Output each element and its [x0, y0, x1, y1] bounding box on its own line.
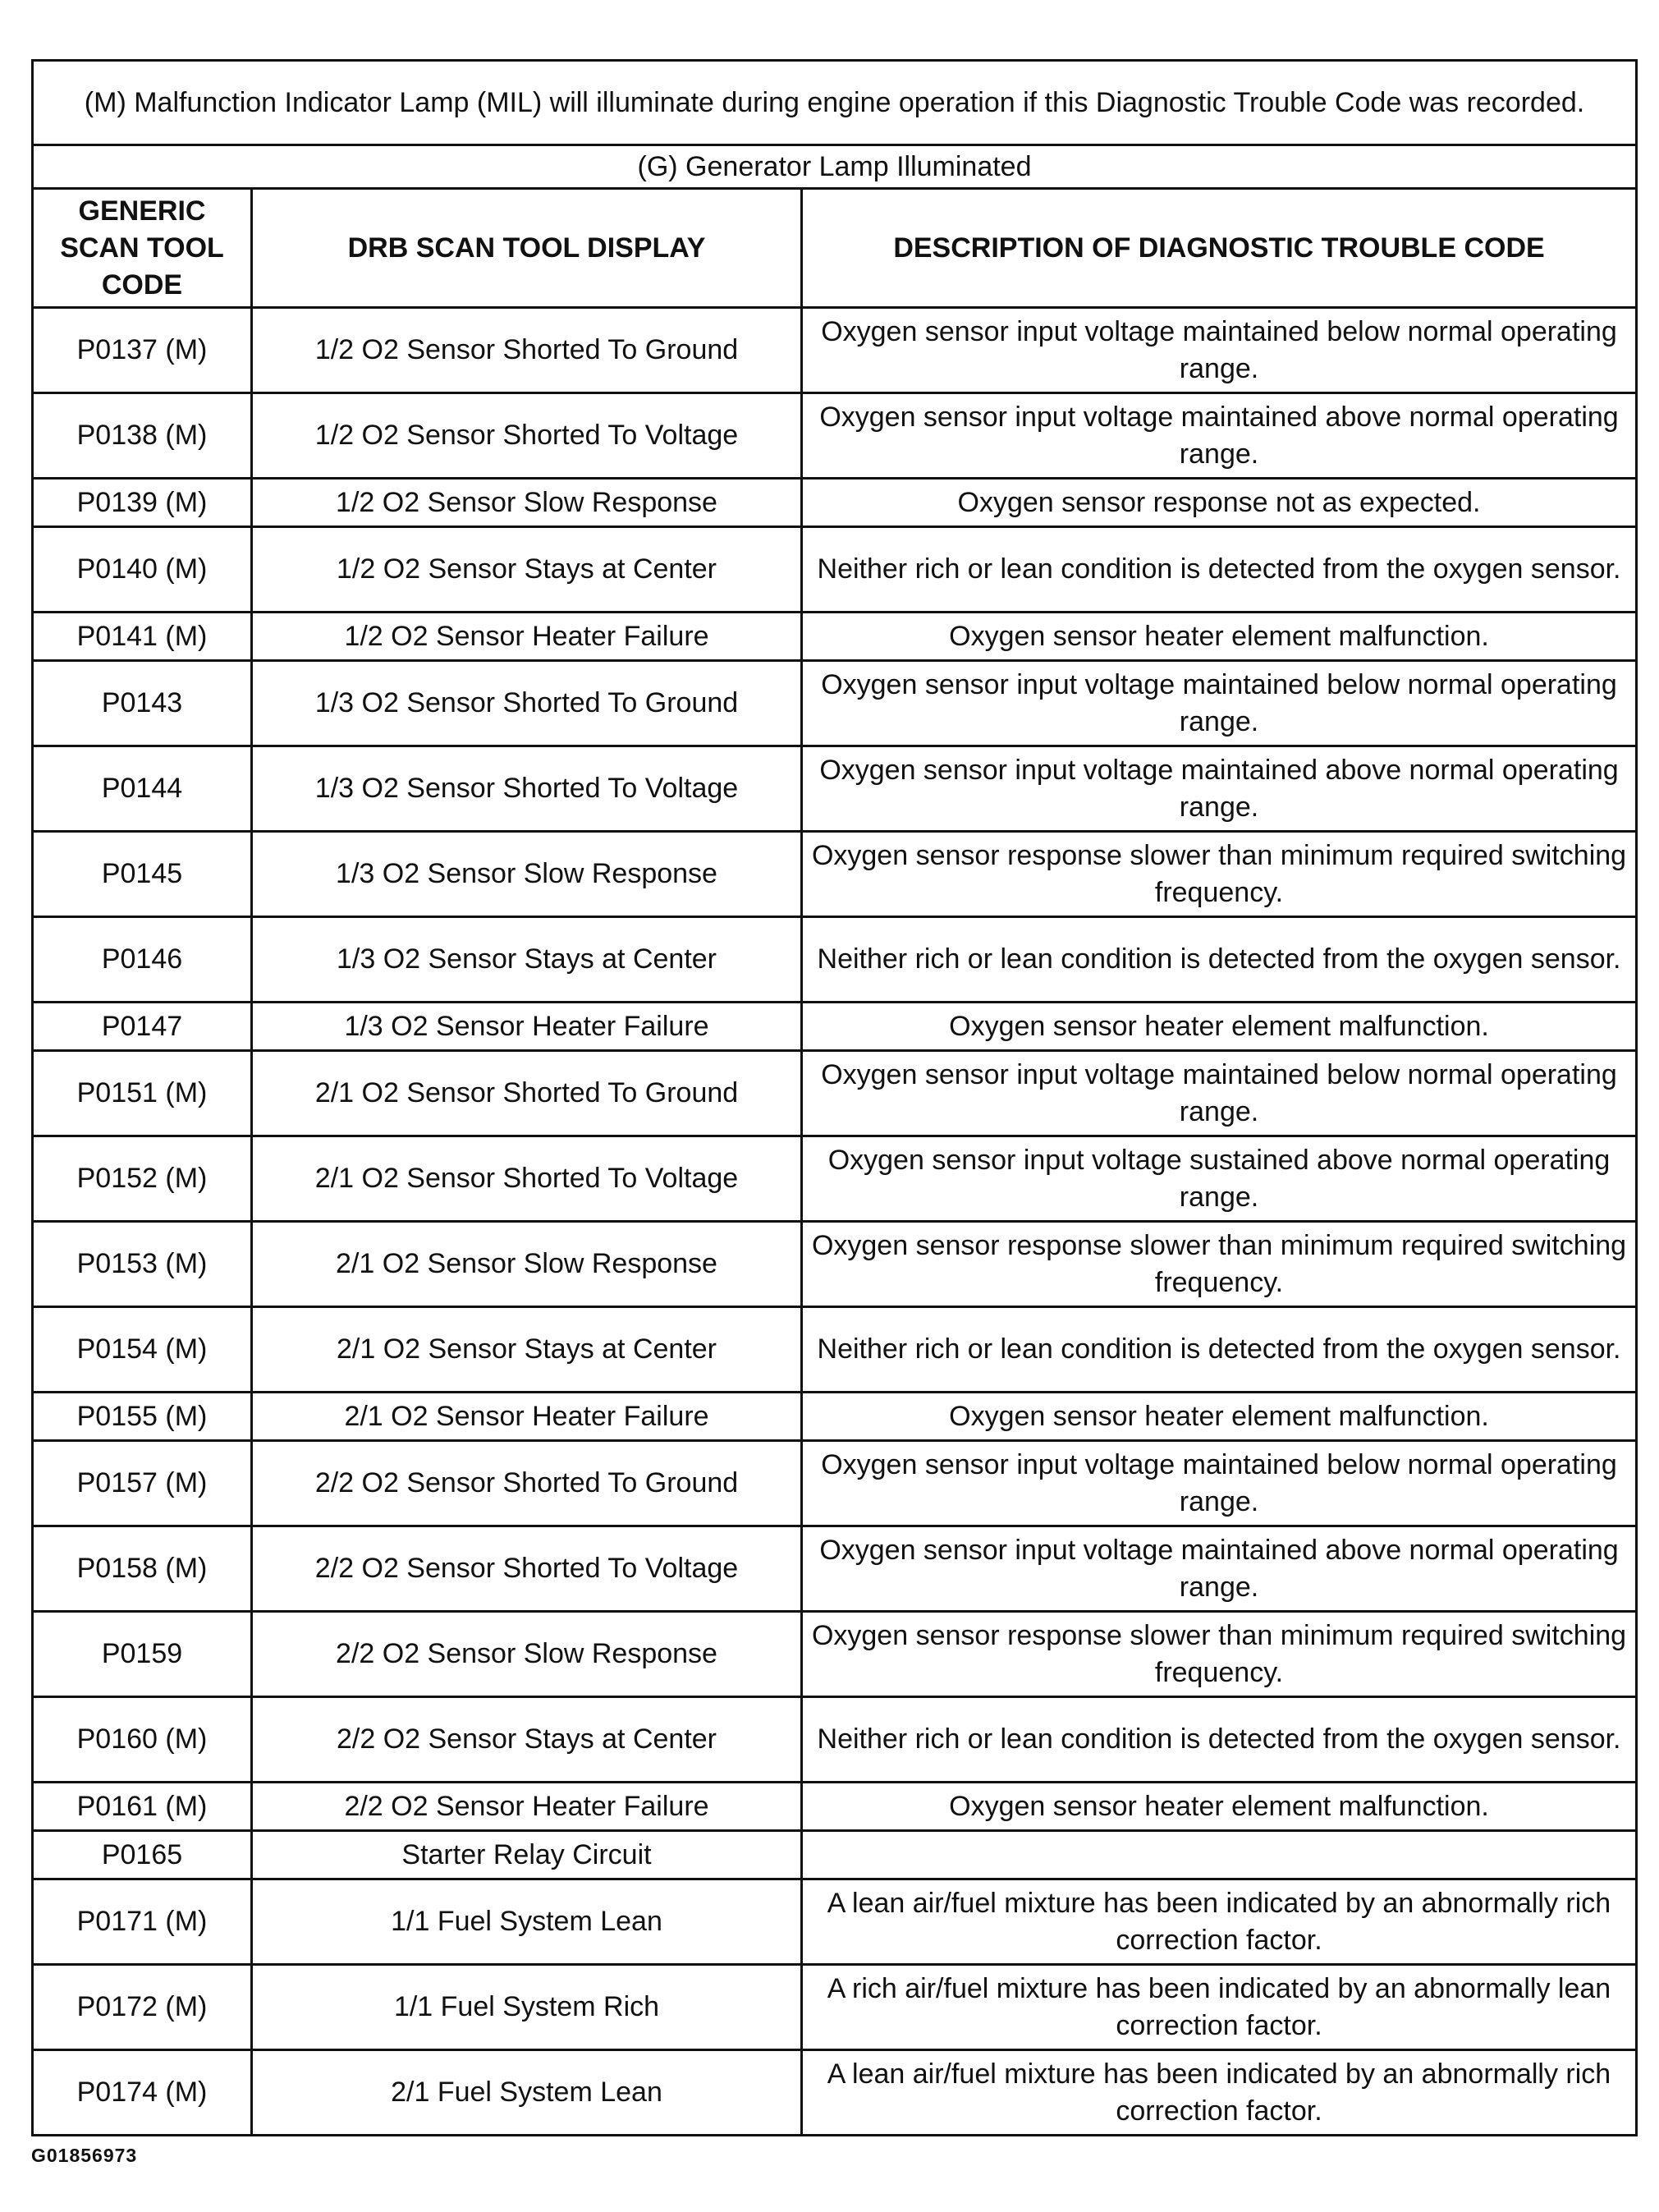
description-cell: A rich air/fuel mixture has been indicated by an abnormally lean correction factor. — [802, 1965, 1637, 2050]
table-row — [33, 2050, 1637, 2136]
code-cell: P0157 (M) — [33, 1441, 252, 1526]
description-cell: Oxygen sensor response slower than minimum required switching frequency. — [802, 1222, 1637, 1307]
description-cell: Oxygen sensor response slower than minimum required switching frequency. — [802, 832, 1637, 917]
table-row — [33, 1879, 1637, 1965]
description-cell: Neither rich or lean condition is detected from the oxygen sensor. — [802, 917, 1637, 1003]
code-cell: P0165 — [33, 1831, 252, 1879]
table-row — [33, 479, 1637, 527]
column-header-code: GENERIC SCAN TOOL CODE — [33, 189, 252, 308]
display-cell: 1/3 O2 Sensor Stays at Center — [252, 917, 802, 1003]
table-row — [33, 1136, 1637, 1222]
description-cell: Neither rich or lean condition is detected from the oxygen sensor. — [802, 1697, 1637, 1783]
display-cell: 1/2 O2 Sensor Heater Failure — [252, 613, 802, 661]
code-cell: P0146 — [33, 917, 252, 1003]
column-header-description: DESCRIPTION OF DIAGNOSTIC TROUBLE CODE — [802, 189, 1637, 308]
table-row — [33, 832, 1637, 917]
dtc-table — [31, 59, 1638, 2136]
description-cell: Neither rich or lean condition is detected from the oxygen sensor. — [802, 527, 1637, 613]
generator-note: (G) Generator Lamp Illuminated — [33, 145, 1637, 189]
table-row — [33, 1965, 1637, 2050]
code-cell: P0138 (M) — [33, 393, 252, 479]
code-cell: P0151 (M) — [33, 1051, 252, 1136]
description-cell: Oxygen sensor heater element malfunction. — [802, 1003, 1637, 1051]
table-row — [33, 661, 1637, 746]
display-cell: 2/2 O2 Sensor Shorted To Ground — [252, 1441, 802, 1526]
description-cell: Oxygen sensor response slower than minimum required switching frequency. — [802, 1612, 1637, 1697]
table-row — [33, 1697, 1637, 1783]
display-cell: 1/2 O2 Sensor Stays at Center — [252, 527, 802, 613]
code-cell: P0155 (M) — [33, 1393, 252, 1441]
code-cell: P0152 (M) — [33, 1136, 252, 1222]
table-row — [33, 1051, 1637, 1136]
mil-note: (M) Malfunction Indicator Lamp (MIL) will illuminate during engine operation if this Diagnostic Trouble Code was recorded. — [33, 61, 1637, 145]
display-cell: 2/1 Fuel System Lean — [252, 2050, 802, 2136]
figure-id: G01856973 — [31, 2145, 138, 2166]
description-cell: Oxygen sensor input voltage maintained below normal operating range. — [802, 1441, 1637, 1526]
header-row — [33, 189, 1637, 308]
display-cell: 1/2 O2 Sensor Shorted To Voltage — [252, 393, 802, 479]
display-cell: 2/1 O2 Sensor Shorted To Ground — [252, 1051, 802, 1136]
description-cell: Oxygen sensor heater element malfunction. — [802, 1393, 1637, 1441]
display-cell: 2/1 O2 Sensor Slow Response — [252, 1222, 802, 1307]
code-cell: P0153 (M) — [33, 1222, 252, 1307]
code-cell: P0140 (M) — [33, 527, 252, 613]
code-cell: P0161 (M) — [33, 1783, 252, 1831]
table-row — [33, 613, 1637, 661]
display-cell: Starter Relay Circuit — [252, 1831, 802, 1879]
display-cell: 1/2 O2 Sensor Slow Response — [252, 479, 802, 527]
description-cell: Oxygen sensor input voltage maintained above normal operating range. — [802, 1526, 1637, 1612]
table-row — [33, 308, 1637, 393]
display-cell: 2/1 O2 Sensor Stays at Center — [252, 1307, 802, 1393]
table-row — [33, 1612, 1637, 1697]
code-cell: P0144 — [33, 746, 252, 832]
description-cell: Oxygen sensor input voltage maintained above normal operating range. — [802, 746, 1637, 832]
display-cell: 2/2 O2 Sensor Stays at Center — [252, 1697, 802, 1783]
code-cell: P0158 (M) — [33, 1526, 252, 1612]
display-cell: 1/1 Fuel System Rich — [252, 1965, 802, 2050]
description-cell: Oxygen sensor heater element malfunction. — [802, 613, 1637, 661]
description-cell: Oxygen sensor input voltage sustained above normal operating range. — [802, 1136, 1637, 1222]
table-row — [33, 393, 1637, 479]
description-cell: Oxygen sensor input voltage maintained above normal operating range. — [802, 393, 1637, 479]
mil-note-row — [33, 61, 1637, 145]
display-cell: 2/2 O2 Sensor Shorted To Voltage — [252, 1526, 802, 1612]
description-cell: Oxygen sensor input voltage maintained below normal operating range. — [802, 661, 1637, 746]
dtc-table-body — [33, 308, 1637, 2136]
description-cell: Oxygen sensor input voltage maintained below normal operating range. — [802, 308, 1637, 393]
code-cell: P0139 (M) — [33, 479, 252, 527]
code-cell: P0145 — [33, 832, 252, 917]
code-cell: P0160 (M) — [33, 1697, 252, 1783]
code-cell: P0143 — [33, 661, 252, 746]
display-cell: 1/1 Fuel System Lean — [252, 1879, 802, 1965]
table-row — [33, 1831, 1637, 1879]
display-cell: 1/3 O2 Sensor Slow Response — [252, 832, 802, 917]
table-row — [33, 1222, 1637, 1307]
table-row — [33, 1526, 1637, 1612]
display-cell: 1/3 O2 Sensor Heater Failure — [252, 1003, 802, 1051]
display-cell: 2/1 O2 Sensor Heater Failure — [252, 1393, 802, 1441]
display-cell: 2/2 O2 Sensor Heater Failure — [252, 1783, 802, 1831]
code-cell: P0137 (M) — [33, 308, 252, 393]
description-cell: Neither rich or lean condition is detected from the oxygen sensor. — [802, 1307, 1637, 1393]
column-header-display: DRB SCAN TOOL DISPLAY — [252, 189, 802, 308]
display-cell: 2/1 O2 Sensor Shorted To Voltage — [252, 1136, 802, 1222]
table-row — [33, 1441, 1637, 1526]
description-cell — [802, 1831, 1637, 1879]
code-cell: P0159 — [33, 1612, 252, 1697]
table-row — [33, 1393, 1637, 1441]
table-row — [33, 1307, 1637, 1393]
table-row — [33, 1003, 1637, 1051]
code-cell: P0154 (M) — [33, 1307, 252, 1393]
table-row — [33, 527, 1637, 613]
table-row — [33, 917, 1637, 1003]
description-cell: A lean air/fuel mixture has been indicated by an abnormally rich correction factor. — [802, 2050, 1637, 2136]
code-cell: P0171 (M) — [33, 1879, 252, 1965]
code-cell: P0141 (M) — [33, 613, 252, 661]
table-row — [33, 746, 1637, 832]
code-cell: P0172 (M) — [33, 1965, 252, 2050]
description-cell: Oxygen sensor response not as expected. — [802, 479, 1637, 527]
display-cell: 1/3 O2 Sensor Shorted To Voltage — [252, 746, 802, 832]
description-cell: A lean air/fuel mixture has been indicated by an abnormally rich correction factor. — [802, 1879, 1637, 1965]
description-cell: Oxygen sensor input voltage maintained below normal operating range. — [802, 1051, 1637, 1136]
code-cell: P0174 (M) — [33, 2050, 252, 2136]
generator-note-row — [33, 145, 1637, 189]
table-row — [33, 1783, 1637, 1831]
display-cell: 1/2 O2 Sensor Shorted To Ground — [252, 308, 802, 393]
display-cell: 1/3 O2 Sensor Shorted To Ground — [252, 661, 802, 746]
code-cell: P0147 — [33, 1003, 252, 1051]
description-cell: Oxygen sensor heater element malfunction. — [802, 1783, 1637, 1831]
display-cell: 2/2 O2 Sensor Slow Response — [252, 1612, 802, 1697]
